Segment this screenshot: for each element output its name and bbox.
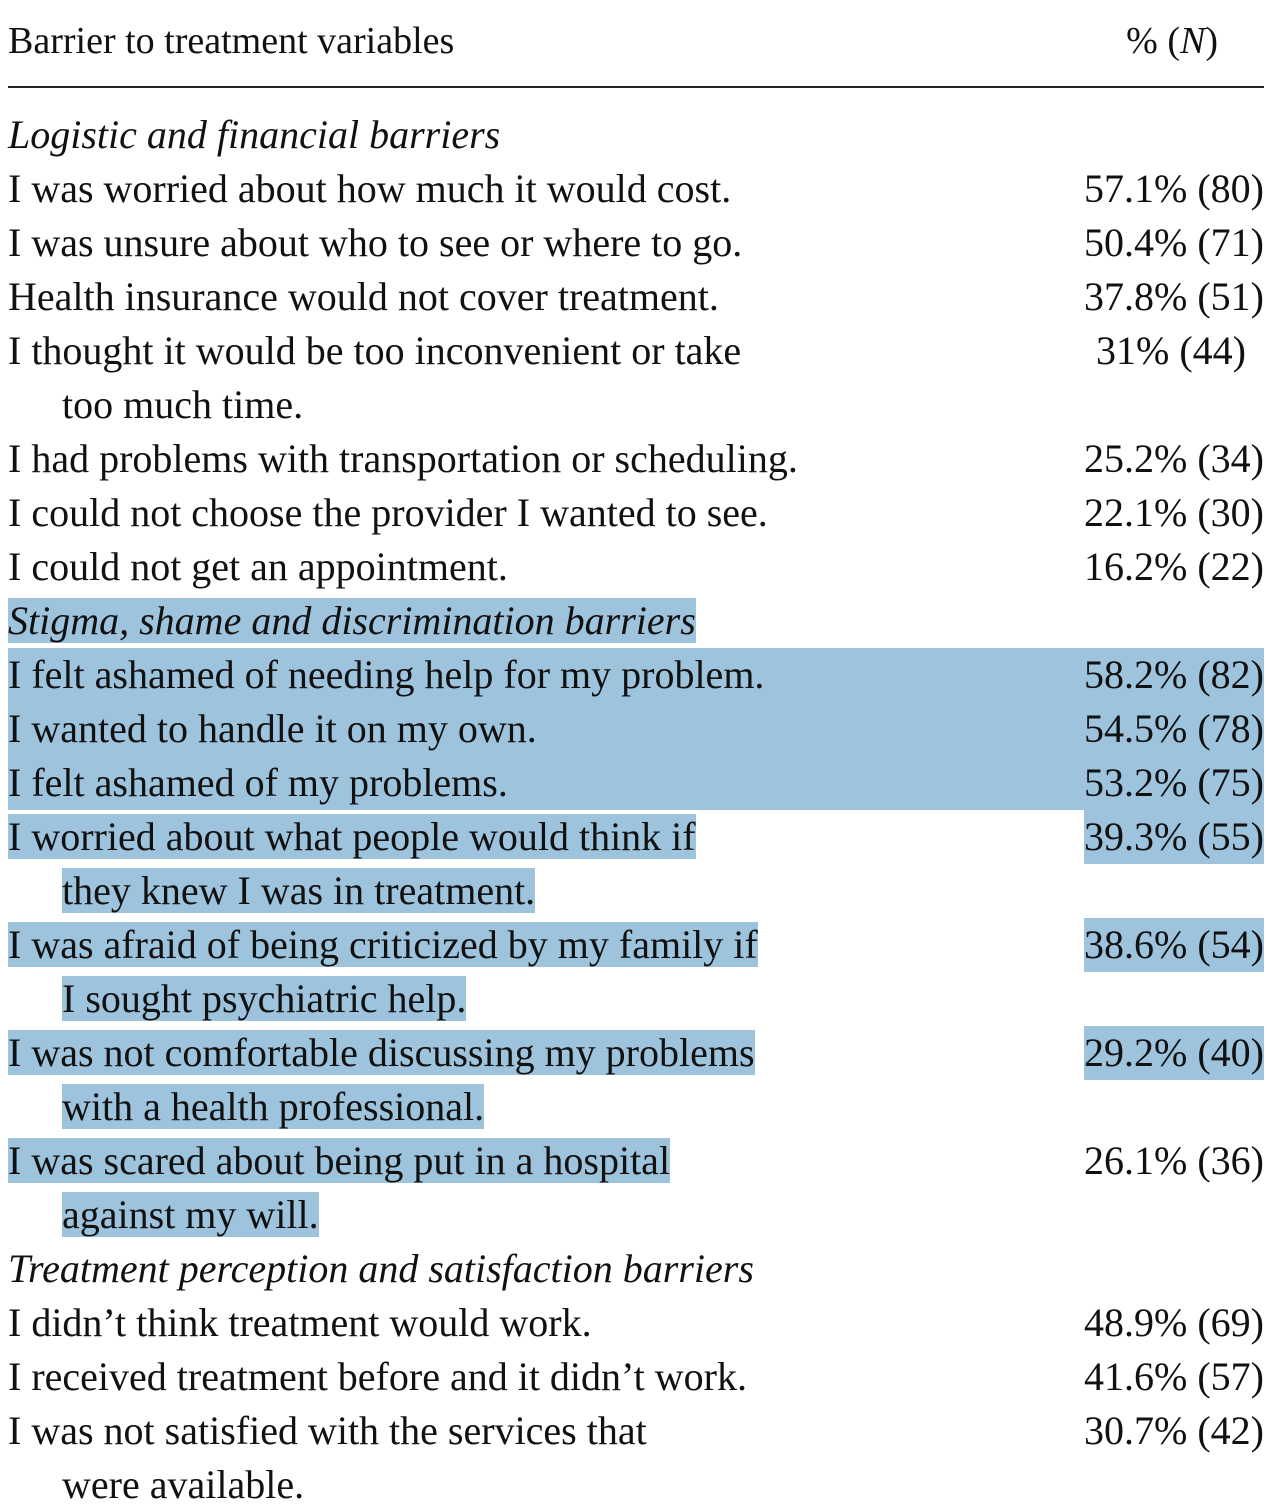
row-label: too much time. [62,382,304,427]
header-label: Barrier to treatment variables [8,20,455,62]
row-label-line [8,270,1264,324]
row-label: Health insurance would not cover treatment. [8,274,719,319]
section-title: Treatment perception and satisfaction barriers [8,1246,754,1291]
row-value: 54.5% (78) [1084,706,1264,751]
row-label: I felt ashamed of needing help for my problem. [8,652,765,697]
row-value: 16.2% (22) [1084,544,1264,589]
row-value: 30.7% (42) [1084,1408,1264,1453]
row-label: I was not comfortable discussing my problems [8,1030,755,1075]
row-label-line [8,162,1264,216]
table-row [8,1296,1264,1350]
row-label: they knew I was in treatment. [62,868,536,913]
row-label-line [8,810,1264,864]
row-value: 58.2% (82) [1084,652,1264,697]
header-value-suffix: ) [1205,20,1218,62]
row-value: 26.1% (36) [1084,1138,1264,1183]
row-label-line [8,1404,1264,1458]
row-label-line [8,324,1264,378]
row-label: I wanted to handle it on my own. [8,706,537,751]
table-body [8,108,1264,1512]
row-label: I could not choose the provider I wanted to see. [8,490,768,535]
row-label-continuation [8,972,1264,1026]
section-title-line [8,594,1264,648]
section-title-row [8,594,1264,648]
row-label: I was unsure about who to see or where to go. [8,220,743,265]
row-label-line [8,918,1264,972]
table-row [8,702,1264,756]
table-row [8,1404,1264,1512]
row-label: I was scared about being put in a hospital [8,1138,671,1183]
row-value: 22.1% (30) [1084,490,1264,535]
table-row [8,486,1264,540]
row-label: I was afraid of being criticized by my family if [8,922,758,967]
row-value: 50.4% (71) [1084,220,1264,265]
table-header [8,14,1264,74]
row-label: against my will. [62,1192,319,1237]
row-label-line [8,1026,1264,1080]
table-row [8,918,1264,1026]
table-row [8,810,1264,918]
header-value-prefix: % ( [1126,20,1180,62]
row-value: 37.8% (51) [1084,274,1264,319]
table-row [8,216,1264,270]
table-row [8,162,1264,216]
row-label-line [8,216,1264,270]
section-title-row [8,1242,1264,1296]
row-label-continuation [8,1080,1264,1134]
row-label: I was worried about how much it would cost. [8,166,732,211]
row-label-line [8,756,1264,810]
row-label-line [8,540,1264,594]
row-label-continuation [8,1458,1264,1512]
section-title-line [8,108,1264,162]
row-label-line [8,648,1264,702]
row-value: 48.9% (69) [1084,1300,1264,1345]
section-title-row [8,108,1264,162]
row-label-continuation [8,1188,1264,1242]
row-label-continuation [8,378,1264,432]
row-value: 29.2% (40) [1084,1026,1264,1080]
table-row [8,1026,1264,1134]
row-label: I could not get an appointment. [8,544,508,589]
row-label: I sought psychiatric help. [62,976,467,1021]
table-row [8,324,1264,432]
table-row [8,1134,1264,1242]
header-value-n: N [1179,20,1206,62]
header-value [1126,14,1218,68]
row-label: I thought it would be too inconvenient or take [8,328,742,373]
row-label-line [8,486,1264,540]
row-value: 53.2% (75) [1084,760,1264,805]
header-rule [8,86,1264,88]
row-label: I didn’t think treatment would work. [8,1300,592,1345]
table-row [8,756,1264,810]
table-row [8,648,1264,702]
row-label: I was not satisfied with the services that [8,1408,647,1453]
row-value: 39.3% (55) [1084,810,1264,864]
row-label-line [8,432,1264,486]
row-label: I received treatment before and it didn’t work. [8,1354,747,1399]
section-title: Stigma, shame and discrimination barriers [8,598,696,643]
section-title: Logistic and financial barriers [8,112,501,157]
row-value: 31% (44) [1096,328,1246,373]
row-label-line [8,1296,1264,1350]
row-label-line [8,1350,1264,1404]
row-label: I felt ashamed of my problems. [8,760,508,805]
row-value: 57.1% (80) [1084,166,1264,211]
row-label-line [8,1134,1264,1188]
table-row [8,270,1264,324]
section-title-line [8,1242,1264,1296]
row-value: 41.6% (57) [1084,1354,1264,1399]
row-label: with a health professional. [62,1084,485,1129]
table-row [8,1350,1264,1404]
row-label: I had problems with transportation or scheduling. [8,436,798,481]
row-value: 25.2% (34) [1084,436,1264,481]
row-label-continuation [8,864,1264,918]
row-value: 38.6% (54) [1084,918,1264,972]
table-row [8,432,1264,486]
row-label: I worried about what people would think if [8,814,696,859]
row-label-line [8,702,1264,756]
row-label: were available. [62,1462,305,1507]
table-row [8,540,1264,594]
